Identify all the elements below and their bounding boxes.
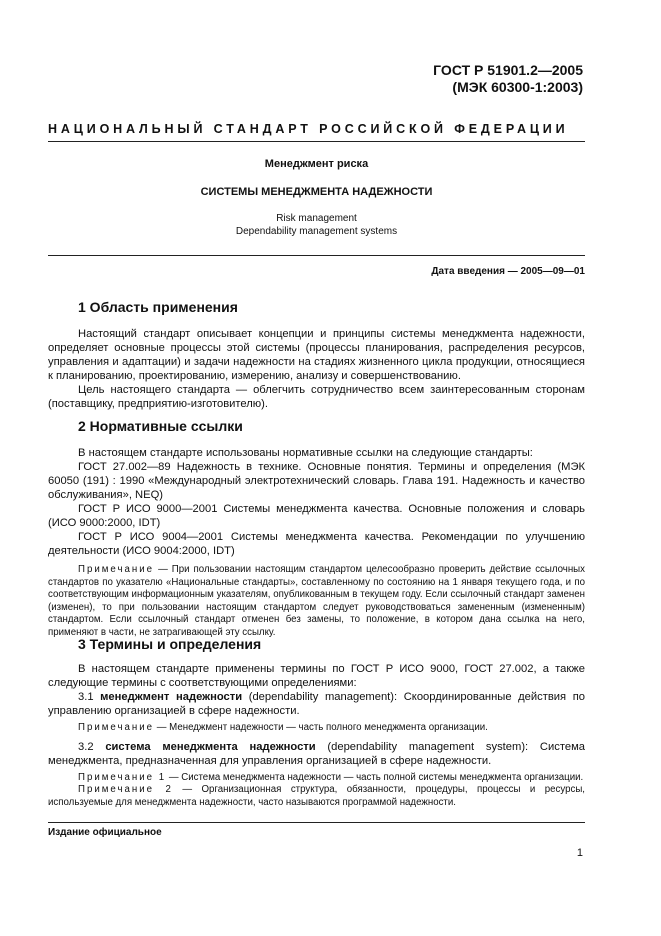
note-text: — Система менеджмента надежности — часть полной системы менеджмента организации. — [166, 771, 584, 783]
note-text: — Менеджмент надежности — часть полного менеджмента организации. — [154, 722, 488, 733]
reference-item: ГОСТ Р ИСО 9000—2001 Системы менеджмента качества. Основные положения и словарь (ИСО 9000:2000, IDT) — [48, 503, 585, 529]
section-3-heading: 3 Термины и определения — [78, 636, 262, 652]
reference-item: ГОСТ 27.002—89 Надежность в технике. Основные понятия. Термины и определения (МЭК 60050 (191) : 1990 «Международный электротехнический словарь. Глава 191. Надежность и качество обслуживания», NEQ) — [48, 461, 585, 501]
document-title: СИСТЕМЫ МЕНЕДЖМЕНТА НАДЕЖНОСТИ — [200, 186, 433, 198]
note-text: — Организационная структура, обязанности, процедуры, процессы и ресурсы, используемые для менеджмента надежности, часто называются программой надежности. — [48, 784, 585, 808]
english-subject: Risk management — [276, 213, 357, 224]
document-subject: Менеджмент риска — [264, 158, 369, 170]
gost-code: ГОСТ Р 51901.2—2005 — [433, 62, 583, 78]
section-1-body — [48, 327, 585, 411]
header-rule — [48, 141, 585, 142]
note-label: Примечание — [78, 564, 155, 575]
national-standard-banner: НАЦИОНАЛЬНЫЙ СТАНДАРТ РОССИЙСКОЙ ФЕДЕРАЦИИ — [48, 122, 569, 136]
iec-code: (МЭК 60300-1:2003) — [452, 79, 583, 95]
term-definition: 3.2 система менеджмента надежности (dependability management system): Система менеджмента, предназначенная для управления организацией в сфере надежности. — [48, 740, 585, 767]
section-2-body — [48, 446, 585, 640]
term-definition: 3.1 менеджмент надежности (dependability management): Скоординированные действия по управлению организацией в сфере надежности. — [48, 691, 585, 717]
footer-rule — [48, 822, 585, 823]
section-3-body — [48, 662, 585, 809]
title-rule — [48, 255, 585, 256]
note-text: — При пользовании настоящим стандартом целесообразно проверить действие ссылочных стандартов по указателю «Национальные стандарты», составленному по состоянию на 1 января текущего года, и по соответствующим информационным указателям, опубликованным в текущем году. Если ссылочный стандарт заменен (изменен), то при пользовании настоящим стандартом следует руководствоваться замененным (измененным) стандартом. Если ссылочный стандарт отменен без замены, то положение, в котором дана ссылка на него, применяют в части, не затрагивающей эту ссылку. — [48, 564, 585, 638]
english-title-text: Dependability management systems — [235, 226, 398, 237]
official-edition-label: Издание официальное — [48, 827, 162, 838]
note — [48, 722, 585, 735]
section-2-heading: 2 Нормативные ссылки — [78, 418, 243, 434]
page-number: 1 — [576, 847, 583, 859]
section-1-heading: 1 Область применения — [78, 299, 238, 315]
note-label: Примечание — [78, 722, 155, 733]
paragraph: Цель настоящего стандарта — облегчить сотрудничество всем заинтересованным сторонам (поставщику, предприятию-изготовителю). — [48, 384, 585, 410]
paragraph: В настоящем стандарте применены термины по ГОСТ Р ИСО 9000, ГОСТ 27.002, а также следующие термины с соответствующими определениями: — [48, 663, 585, 689]
paragraph: В настоящем стандарте использованы нормативные ссылки на следующие стандарты: — [78, 447, 533, 459]
term: менеджмент надежности — [100, 691, 243, 703]
paragraph: Настоящий стандарт описывает концепции и принципы системы менеджмента надежности, определяет основные процессы этой системы (процессы планирования, распределения ресурсов, управления и адаптации) и задачи надежности на стадиях жизненного цикла продукции, относящиеся к планированию, проектированию, измерению, анализу и совершенствованию. — [48, 328, 585, 382]
note — [48, 772, 585, 810]
document-code — [433, 62, 583, 96]
reference-item: ГОСТ Р ИСО 9004—2001 Системы менеджмента качества. Рекомендации по улучшению деятельности (ИСО 9004:2000, IDT) — [48, 531, 585, 557]
term: система менеджмента надежности — [105, 740, 316, 753]
note — [48, 564, 585, 640]
note-label: Примечание 1 — [78, 771, 167, 783]
effective-date: Дата введения — 2005—09—01 — [431, 266, 585, 277]
note-label: Примечание 2 — [78, 784, 173, 796]
english-title — [48, 212, 585, 238]
